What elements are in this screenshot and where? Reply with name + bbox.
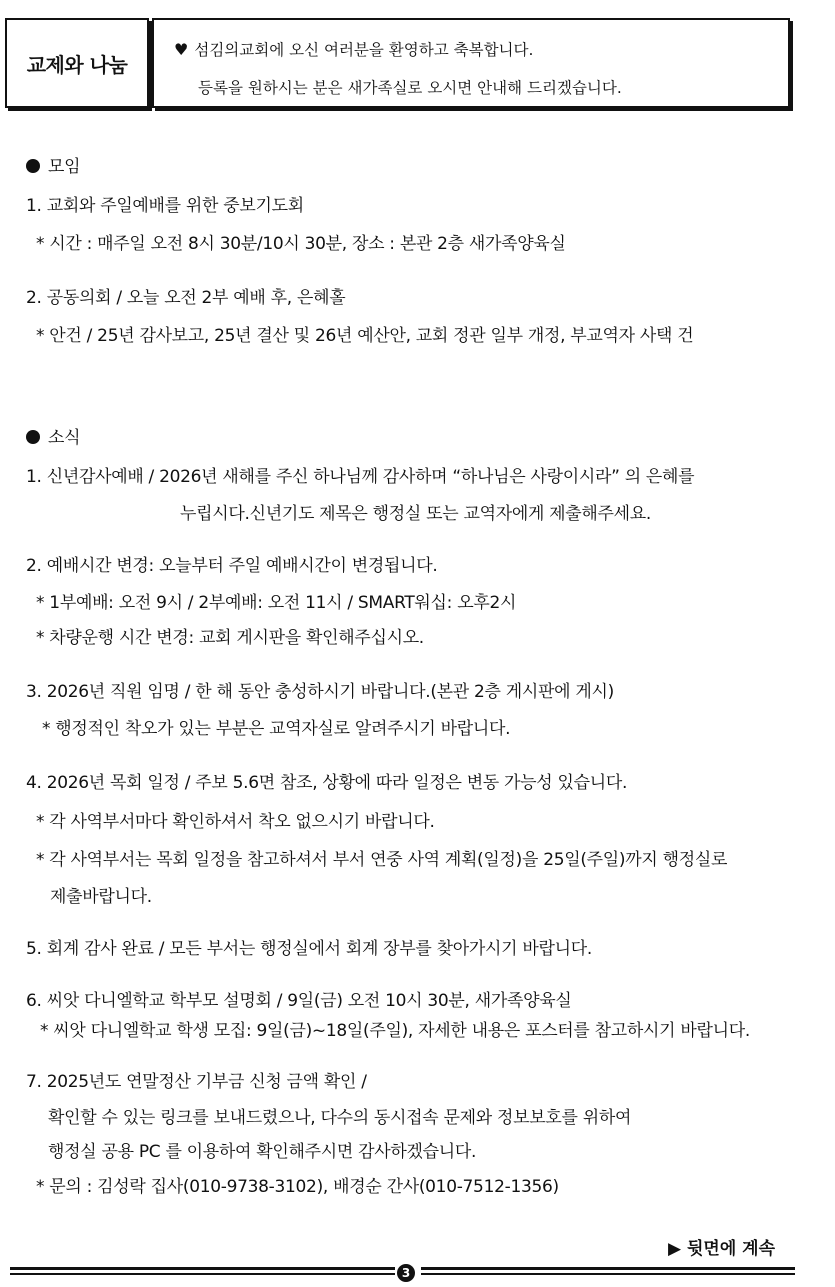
meeting-item: * 안건 / 25년 감사보고, 25년 결산 및 26년 예산안, 교회 정관 일부 개정, 부교역자 사택 건 bbox=[36, 326, 694, 346]
page-number: 3 bbox=[397, 1264, 415, 1282]
news-item: * 씨앗 다니엘학교 학생 모집: 9일(금)~18일(주일), 자세한 내용은 포스터를 참고하시기 바랍니다. bbox=[40, 1021, 750, 1041]
footer-bar-left bbox=[10, 1267, 395, 1275]
news-item: * 문의 : 김성락 집사(010-9738-3102), 배경순 간사(010-7512-1356) bbox=[36, 1177, 559, 1197]
news-item: 6. 씨앗 다니엘학교 학부모 설명회 / 9일(금) 오전 10시 30분, 새가족양육실 bbox=[26, 991, 572, 1011]
heart-icon: ♥ bbox=[174, 40, 189, 59]
section-title: 교제와 나눔 bbox=[26, 52, 128, 77]
news-item: 4. 2026년 목회 일정 / 주보 5.6면 참조, 상황에 따라 일정은 변동 가능성 있습니다. bbox=[26, 773, 628, 793]
bullet-icon bbox=[26, 159, 40, 173]
meeting-item: 1. 교회와 주일예배를 위한 중보기도회 bbox=[26, 196, 304, 216]
news-item: 1. 신년감사예배 / 2026년 새해를 주신 하나님께 감사하며 “하나님은 사랑이시라” 의 은혜를 bbox=[26, 467, 695, 487]
section-title-box bbox=[5, 18, 149, 108]
news-item: * 차량운행 시간 변경: 교회 게시판을 확인해주십시오. bbox=[36, 628, 424, 648]
meeting-item: * 시간 : 매주일 오전 8시 30분/10시 30분, 장소 : 본관 2층 새가족양육실 bbox=[36, 234, 566, 254]
meeting-item: 2. 공동의회 / 오늘 오전 2부 예배 후, 은혜홀 bbox=[26, 288, 346, 308]
news-item: 3. 2026년 직원 임명 / 한 해 동안 충성하시기 바랍니다.(본관 2층 게시판에 게시) bbox=[26, 682, 614, 702]
bullet-icon bbox=[26, 430, 40, 444]
news-item: 2. 예배시간 변경: 오늘부터 주일 예배시간이 변경됩니다. bbox=[26, 556, 438, 576]
continue-on-back-label: ▶ 뒷면에 계속 bbox=[668, 1239, 776, 1259]
welcome-line-1: ♥ 섬김의교회에 오신 여러분을 환영하고 축복합니다. bbox=[174, 40, 534, 59]
news-item: * 행정적인 착오가 있는 부분은 교역자실로 알려주시기 바랍니다. bbox=[42, 719, 511, 739]
news-heading: 소식 bbox=[26, 423, 80, 448]
welcome-line-2: 등록을 원하시는 분은 새가족실로 오시면 안내해 드리겠습니다. bbox=[198, 79, 622, 97]
news-item: 확인할 수 있는 링크를 보내드렸으나, 다수의 동시접속 문제와 정보보호를 위하여 bbox=[48, 1108, 632, 1128]
welcome-box bbox=[152, 18, 790, 108]
news-item: 누립시다.신년기도 제목은 행정실 또는 교역자에게 제출해주세요. bbox=[180, 504, 652, 524]
news-item: * 1부예배: 오전 9시 / 2부예배: 오전 11시 / SMART워십: 오후2시 bbox=[36, 593, 517, 613]
news-item: * 각 사역부서마다 확인하셔서 착오 없으시기 바랍니다. bbox=[36, 812, 435, 832]
footer-bar-right bbox=[421, 1267, 795, 1275]
news-item: 행정실 공용 PC 를 이용하여 확인해주시면 감사하겠습니다. bbox=[48, 1142, 477, 1162]
news-item: * 각 사역부서는 목회 일정을 참고하셔서 부서 연중 사역 계획(일정)을 25일(주일)까지 행정실로 bbox=[36, 850, 728, 870]
meeting-heading: 모임 bbox=[26, 152, 80, 177]
footer-divider bbox=[0, 1264, 835, 1278]
news-item: 5. 회계 감사 완료 / 모든 부서는 행정실에서 회계 장부를 찾아가시기 바랍니다. bbox=[26, 939, 592, 959]
news-item: 7. 2025년도 연말정산 기부금 신청 금액 확인 / bbox=[26, 1072, 367, 1092]
news-item: 제출바랍니다. bbox=[50, 887, 152, 907]
